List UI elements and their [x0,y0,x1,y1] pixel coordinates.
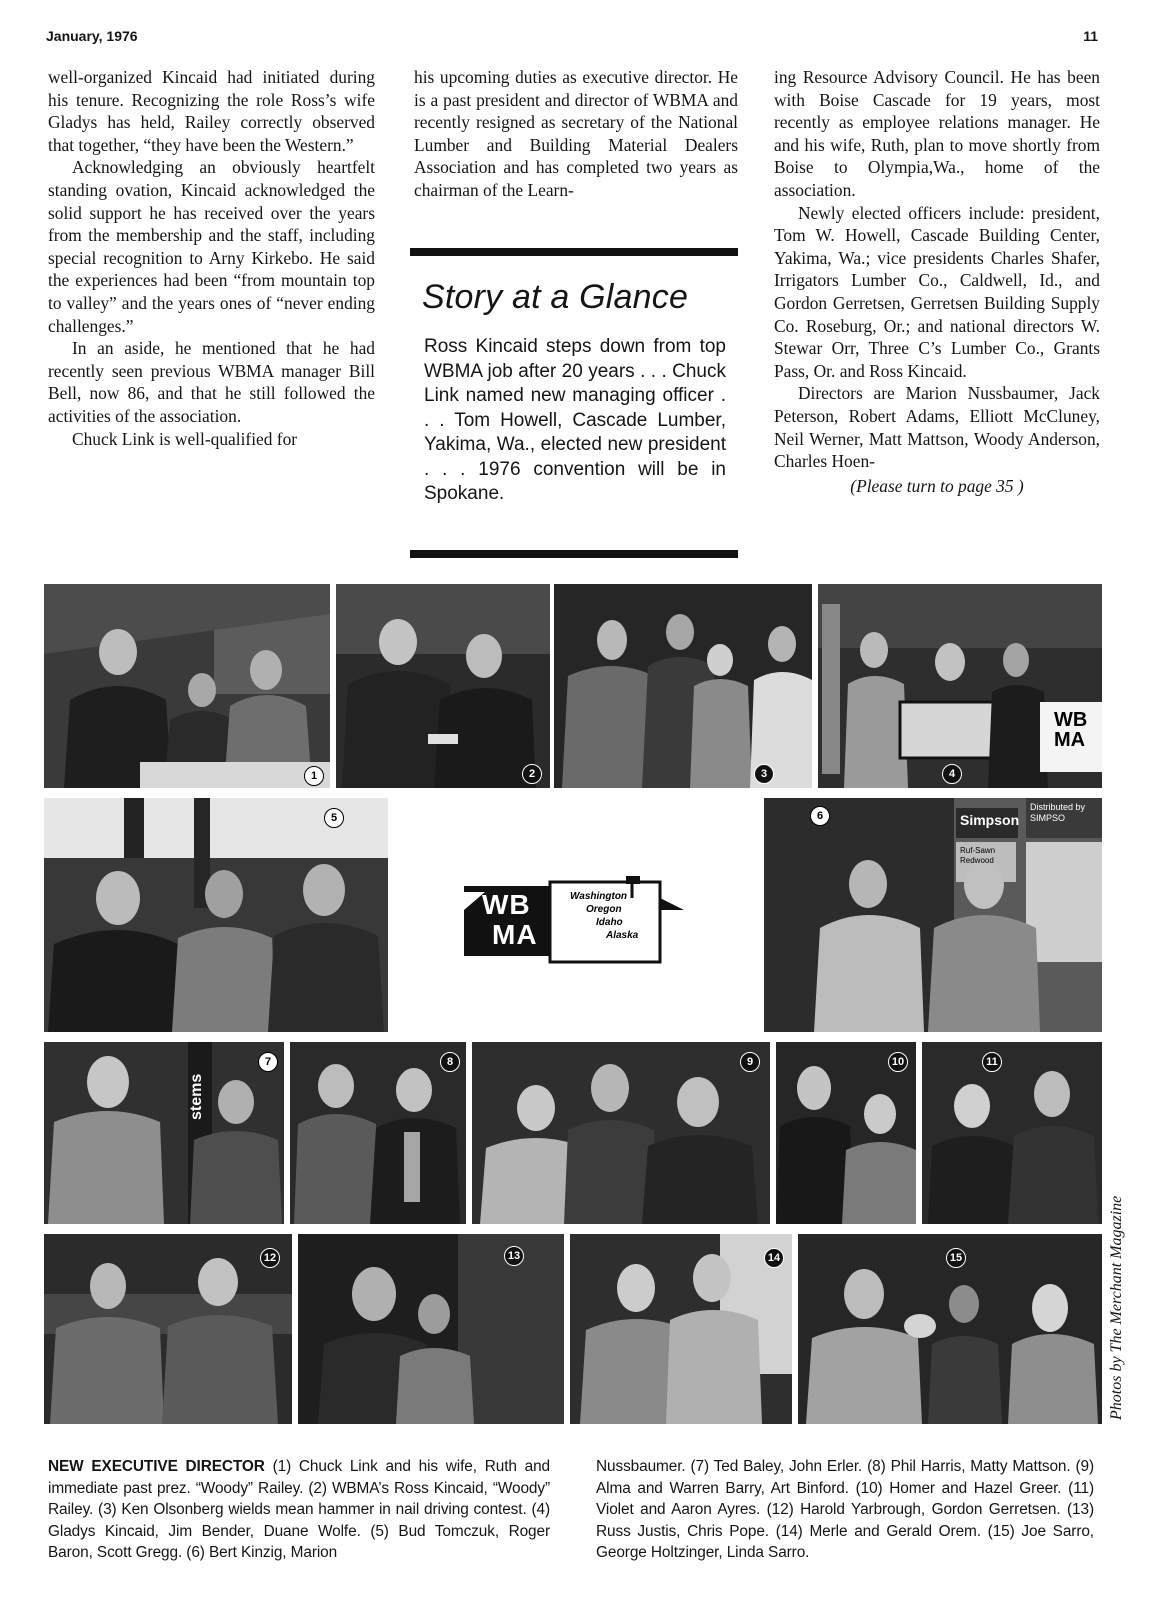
paragraph: Directors are Marion Nussbaumer, Jack Peterson, Robert Adams, Elliott McCluney, Neil Werner, Matt Mattson, Woody Anderson, Charles Hoen- [774,383,1100,472]
glance-summary: Ross Kincaid steps down from top WBMA job after 20 years . . . Chuck Link named new managing officer . . . Tom Howell, Cascade Lumber, Yakima, Wa., elected new president . . . 1976 convention will be in Spokane. [424,336,726,504]
photo-14 [570,1234,792,1424]
logo-state: Washington [570,891,628,902]
photo-number: 12 [260,1248,280,1268]
photo-number: 2 [522,764,542,784]
rule-top [410,248,738,256]
photo-number: 1 [304,766,324,786]
stems-sign-text: stems [188,1073,205,1120]
glance-title: Story at a Glance [422,278,689,316]
photo-number: 5 [324,808,344,828]
wbma-sign: WB MA [1054,709,1088,751]
photo-4 [818,584,1102,788]
paragraph: his upcoming duties as executive director. He is a past president and director of WBMA and recently resigned as secretary of the National Lumber and Building Material Dealers Association and has completed two years as chairman of the Learn- [414,67,738,200]
simpson-sign: Simpson [960,812,1020,828]
issue-date: January, 1976 [46,28,138,44]
photo-3 [554,584,812,788]
logo-states [562,890,658,942]
article-column-3 [774,66,1100,497]
paragraph: ing Resource Advisory Council. He has been with Boise Cascade for 19 years, most recently as employee relations manager. He and his wife, Ruth, plan to move shortly from Boise to Olympia,Wa., home of the association. [774,67,1100,200]
logo-state: Oregon [586,904,622,915]
logo-state: Idaho [596,917,623,928]
redwood-sign: Ruf-Sawn Redwood [960,846,996,865]
wbma-logo [400,798,758,1032]
simpson-sign-2: Distributed by SIMPSO [1030,802,1086,823]
rule-bottom [410,550,738,558]
photo-number: 8 [440,1052,460,1072]
caption-left [48,1456,550,1564]
paragraph: In an aside, he mentioned that he had recently seen previous WBMA manager Bill Bell, now 86, and that he still followed the activities of the association. [48,338,375,426]
photo-1 [44,584,330,788]
photo-5 [44,798,388,1032]
caption-heading: NEW EXECUTIVE DIRECTOR [48,1458,265,1475]
logo-letters [482,890,560,950]
logo-state: Alaska [606,930,639,941]
photo-2 [336,584,550,788]
photo-8 [290,1042,466,1224]
caption-text: (1) Chuck Link and his wife, Ruth and immediate past prez. “Woody” Railey. (2) WBMA’s Ross Kincaid, “Woody” Railey. (3) Ken Olsonberg wields mean hammer in nail driving contest. (4) Gladys Kincaid, Jim Bender, Duane Wolfe. (5) Bud Tomczuk, Roger Baron, Scott Gregg. (6) Bert Kinzig, Marion [48,1458,551,1562]
photo-7 [44,1042,284,1224]
stems-sign [186,1062,210,1122]
photo-12 [44,1234,292,1424]
paragraph: well-organized Kincaid had initiated during his tenure. Recognizing the role Ross’s wife Gladys has held, Railey correctly observed that together, “they have been the Western.” [48,67,375,155]
photo-6 [764,798,1102,1032]
article-column-2 [414,66,738,202]
caption-right [596,1456,1094,1564]
story-at-a-glance-box [410,248,738,558]
photo-collage [44,584,1102,1424]
photo-number: 9 [740,1052,760,1072]
photo-number: 11 [982,1052,1002,1072]
photo-10 [776,1042,916,1224]
page-header [46,28,1098,48]
logo-letters-bottom: MA [492,919,538,950]
photo-number: 4 [942,764,962,784]
photo-credit: Photos by The Merchant Magazine [1108,1195,1125,1420]
paragraph: Acknowledging an obviously heartfelt standing ovation, Kincaid acknowledged the solid support he has received over the years from the membership and the staff, including special recognition to Arny Kirkebo. He said the experiences had been “from mountain top to valley” and the years ones of “never ending challenges.” [48,157,375,336]
photo-number: 14 [764,1248,784,1268]
article-column-1 [48,66,375,450]
photo-9 [472,1042,770,1224]
logo-letters-top: WB [482,889,531,920]
photo-number: 13 [504,1246,524,1266]
photo-13 [298,1234,564,1424]
paragraph: Newly elected officers include: president, Tom W. Howell, Cascade Building Center, Yakima, Wa.; vice presidents Charles Shafer, Irrigators Lumber Co., Caldwell, Id., and Gordon Gerretsen, Gerretsen Building Supply Co. Roseburg, Or.; and national directors W. Stewar Orr, Three C’s Lumber Co., Grants Pass, Or. and Ross Kincaid. [774,202,1100,381]
photo-number: 10 [888,1052,908,1072]
photo-15 [798,1234,1102,1424]
continued-note: (Please turn to page 35 ) [850,475,1024,496]
caption-text: Nussbaumer. (7) Ted Baley, John Erler. (8) Phil Harris, Matty Mattson. (9) Alma and Warren Barry, Art Binford. (10) Homer and Hazel Greer. (11) Violet and Aaron Ayres. (12) Harold Yarbrough, Gordon Gerretsen. (13) Russ Justis, Chris Pope. (14) Merle and Gerald Orem. (15) Joe Sarro, George Holtzinger, Linda Sarro. [596,1458,1094,1562]
photo-number: 7 [258,1052,278,1072]
photo-number: 3 [754,764,774,784]
photo-number: 6 [810,806,830,826]
photo-number: 15 [946,1248,966,1268]
paragraph: Chuck Link is well-qualified for [72,428,298,449]
page-number: 11 [1083,28,1098,44]
photo-11 [922,1042,1102,1224]
